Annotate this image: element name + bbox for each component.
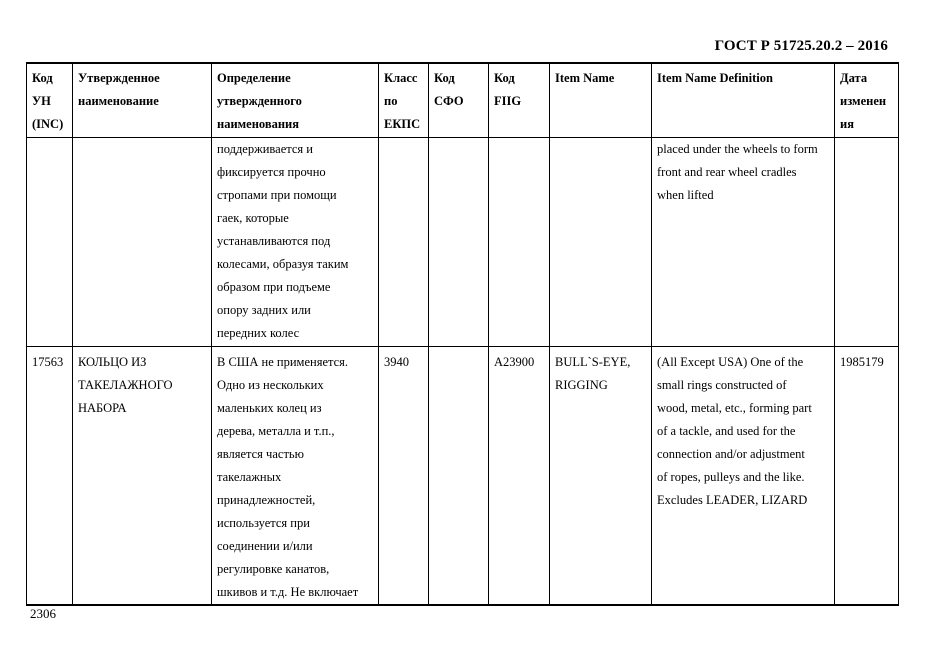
cell-class-ekps [379, 138, 429, 347]
col-header-inc [27, 63, 73, 138]
cell-text-line: (All Except USA) One of the [657, 355, 804, 369]
cell-text-line: Код [494, 71, 515, 85]
cell-text-line: устанавливаются под [217, 234, 331, 248]
cell-text-line: стропами при помощи [217, 188, 337, 202]
cell-text-line: гаек, которые [217, 211, 289, 225]
col-header-approved-name [73, 63, 212, 138]
col-header-code-sfo [429, 63, 489, 138]
cell-class-ekps: 3940 [379, 347, 429, 606]
cell-text-line: В США не применяется. [217, 355, 349, 369]
table-row-entry [27, 347, 899, 606]
cell-text-line: small rings constructed of [657, 378, 787, 392]
col-header-class-ekps [379, 63, 429, 138]
cell-text-line: регулировке канатов, [217, 562, 330, 576]
cell-text-line: дерева, металла и т.п., [217, 424, 335, 438]
cell-text-line: опору задних или [217, 303, 311, 317]
cell-text-line: СФО [434, 94, 464, 108]
cell-text-line: принадлежностей, [217, 493, 316, 507]
cell-text-line: по [384, 94, 398, 108]
cell-approved-name [73, 138, 212, 347]
cell-text-line: передних колес [217, 326, 300, 340]
cell-text-line: такелажных [217, 470, 282, 484]
cell-text-line: образом при подъеме [217, 280, 331, 294]
cell-text-line: Excludes LEADER, LIZARD [657, 493, 808, 507]
cell-definition-en [652, 347, 835, 606]
cell-item-name [550, 138, 652, 347]
cell-inc: 17563 [27, 347, 73, 606]
cell-text-line: RIGGING [555, 378, 608, 392]
cell-text-line: соединении и/или [217, 539, 313, 553]
cell-text-line: FIIG [494, 94, 522, 108]
cell-change-date: 1985179 [835, 347, 899, 606]
cell-text-line: connection and/or adjustment [657, 447, 805, 461]
cell-change-date [835, 138, 899, 347]
cell-text-line: используется при [217, 516, 310, 530]
cell-text-line: Код [32, 71, 53, 85]
table-row-continuation [27, 138, 899, 347]
cell-text-line: ия [840, 117, 854, 131]
cell-definition-ru [212, 138, 379, 347]
cell-text-line: of a tackle, and used for the [657, 424, 796, 438]
col-header-change-date [835, 63, 899, 138]
cell-text-line: when lifted [657, 188, 714, 202]
cell-text-line: ЕКПС [384, 117, 421, 131]
cell-text-line: front and rear wheel cradles [657, 165, 797, 179]
cell-text-line: Код [434, 71, 455, 85]
col-header-definition-ru [212, 63, 379, 138]
cell-definition-ru [212, 347, 379, 606]
cell-definition-en [652, 138, 835, 347]
cell-code-sfo [429, 347, 489, 606]
cell-text-line: ТАКЕЛАЖНОГО [78, 378, 173, 392]
cell-text-line: колесами, образуя таким [217, 257, 349, 271]
cell-code-fiig [489, 138, 550, 347]
cell-item-name [550, 347, 652, 606]
cell-text-line: BULL`S-EYE, [555, 355, 631, 369]
cell-text-line: Класс [384, 71, 418, 85]
cell-text-line: wood, metal, etc., forming part [657, 401, 812, 415]
col-header-code-fiig [489, 63, 550, 138]
cell-text-line: placed under the wheels to form [657, 142, 818, 156]
cell-text-line: наименование [78, 94, 159, 108]
cell-approved-name [73, 347, 212, 606]
cell-text-line: шкивов и т.д. Не включает [217, 585, 359, 599]
cell-text-line: Одно из нескольких [217, 378, 324, 392]
cell-text-line: УН [32, 94, 51, 108]
cell-text-line: фиксируется прочно [217, 165, 326, 179]
cell-text-line: Item Name Definition [657, 71, 773, 85]
cell-text-line: Дата [840, 71, 868, 85]
cell-text-line: КОЛЬЦО ИЗ [78, 355, 147, 369]
col-header-item-name [550, 63, 652, 138]
cell-text-line: поддерживается и [217, 142, 313, 156]
cell-text-line: является частью [217, 447, 304, 461]
cell-code-fiig: A23900 [489, 347, 550, 606]
cell-code-sfo [429, 138, 489, 347]
cell-text-line: НАБОРА [78, 401, 127, 415]
cell-text-line: маленьких колец из [217, 401, 322, 415]
cell-text-line: наименования [217, 117, 300, 131]
cell-inc [27, 138, 73, 347]
cell-text-line: Item Name [555, 71, 615, 85]
cell-text-line: изменен [840, 94, 887, 108]
table-header-row [27, 63, 899, 138]
cell-text-line: Определение [217, 71, 291, 85]
page-number: 2306 [30, 606, 56, 621]
cell-text-line: of ropes, pulleys and the like. [657, 470, 805, 484]
col-header-item-name-definition [652, 63, 835, 138]
document-standard-header: ГОСТ Р 51725.20.2 – 2016 [714, 38, 888, 54]
cell-text-line: Утвержденное [78, 71, 160, 85]
cell-text-line: (INC) [32, 117, 64, 131]
cell-text-line: утвержденного [217, 94, 302, 108]
item-name-table [26, 62, 899, 606]
